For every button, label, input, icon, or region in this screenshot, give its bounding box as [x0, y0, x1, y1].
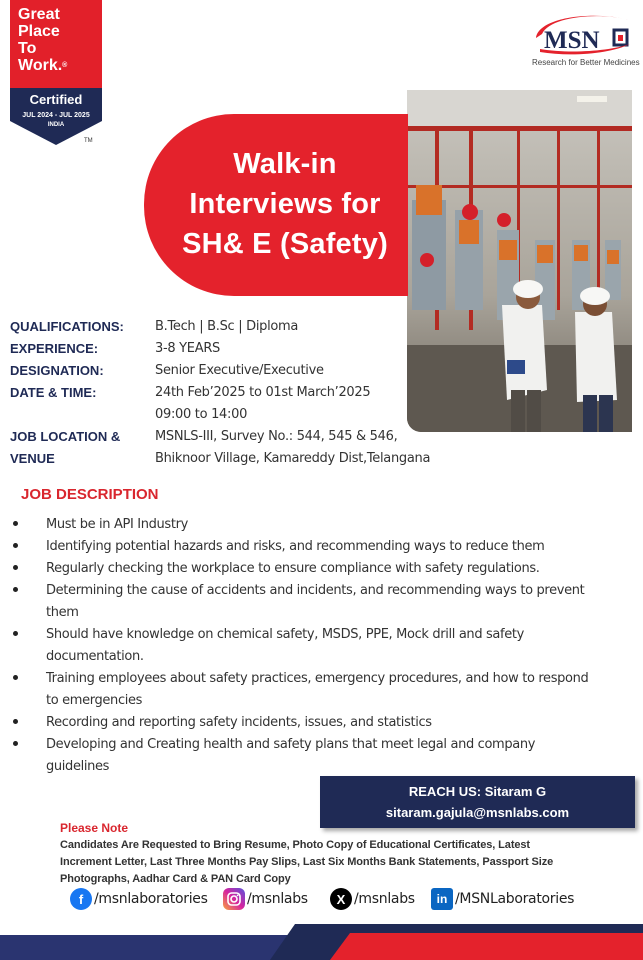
linkedin-icon: in	[431, 888, 453, 910]
linkedin-link[interactable]	[431, 888, 574, 910]
location-value-line-1: MSNLS-III, Survey No.: 544, 545 & 546,	[155, 429, 398, 444]
venue-label: VENUE	[10, 451, 55, 466]
badge-line-great: Great	[18, 6, 60, 23]
facebook-icon: f	[70, 888, 92, 910]
bullet-icon	[13, 543, 18, 548]
list-item: Regularly checking the workplace to ensure compliance with safety regulations.	[46, 561, 540, 576]
note-line-3: Photographs, Aadhar Card & PAN Card Copy	[60, 873, 291, 885]
list-item: Recording and reporting safety incidents, issues, and statistics	[46, 715, 432, 730]
badge-period: JUL 2024 - JUL 2025	[22, 112, 90, 119]
bottom-stripes	[0, 921, 643, 960]
qualifications-value: B.Tech | B.Sc | Diploma	[155, 319, 299, 334]
badge-trademark: TM	[84, 138, 93, 144]
facebook-handle: /msnlaboratories	[94, 891, 208, 907]
time-value: 09:00 to 14:00	[155, 407, 248, 422]
badge-title: Great Place To Work.®	[18, 6, 68, 74]
bullet-icon	[13, 521, 18, 526]
msn-tagline: Research for Better Medicines	[532, 58, 640, 67]
bullet-icon	[13, 675, 18, 680]
list-item: Should have knowledge on chemical safety, MSDS, PPE, Mock drill and safety documentation.	[46, 627, 525, 664]
reach-us-box	[320, 776, 635, 828]
designation-value: Senior Executive/Executive	[155, 363, 324, 378]
headline-line-2: Interviews for	[189, 188, 381, 220]
list-item: Identifying potential hazards and risks, and recommending ways to reduce them	[46, 539, 545, 554]
date-value: 24th Feb’2025 to 01st March’2025	[155, 385, 371, 400]
headline-line-3: SH& E (Safety)	[182, 228, 388, 260]
location-value-line-2: Bhiknoor Village, Kamareddy Dist,Telangana	[155, 451, 431, 466]
facebook-link[interactable]	[70, 888, 208, 910]
instagram-icon	[223, 888, 245, 910]
list-item: Must be in API Industry	[46, 517, 188, 532]
headline-banner	[144, 114, 408, 296]
list-item: Determining the cause of accidents and incidents, and recommending ways to prevent them	[46, 583, 585, 620]
bullet-icon	[13, 587, 18, 592]
badge-line-place: Place	[18, 23, 60, 40]
date-time-label: DATE & TIME:	[10, 385, 97, 400]
list-item: Developing and Creating health and safety plans that meet legal and company guidelines	[46, 737, 536, 774]
great-place-to-work-badge	[10, 0, 102, 145]
reach-us-contact: REACH US: Sitaram G	[408, 784, 547, 799]
experience-label: EXPERIENCE:	[10, 341, 99, 356]
x-icon: X	[330, 888, 352, 910]
bullet-icon	[13, 631, 18, 636]
note-line-1: Candidates Are Requested to Bring Resume, Photo Copy of Educational Certificates, Latest	[60, 839, 530, 851]
designation-label: DESIGNATION:	[10, 363, 104, 378]
headline-line-1: Walk-in	[233, 148, 337, 180]
msn-logo-text: MSN	[544, 27, 600, 54]
plant-workers-photo	[407, 90, 632, 432]
location-label: JOB LOCATION &	[10, 429, 121, 444]
job-description-title: JOB DESCRIPTION	[21, 486, 159, 503]
instagram-link[interactable]	[223, 888, 308, 910]
badge-certified: Certified	[29, 92, 83, 107]
reach-us-email[interactable]: sitaram.gajula@msnlabs.com	[385, 805, 570, 820]
badge-line-work: Work.	[18, 57, 63, 74]
x-link[interactable]	[330, 888, 415, 910]
bullet-icon	[13, 719, 18, 724]
bullet-icon	[13, 741, 18, 746]
msn-logo	[530, 8, 640, 70]
msn-logo-mark-icon	[530, 8, 635, 58]
note-title: Please Note	[60, 821, 129, 835]
experience-value: 3-8 YEARS	[155, 341, 220, 356]
linkedin-handle: /MSNLaboratories	[455, 891, 575, 907]
badge-country: INDIA	[47, 122, 65, 128]
x-handle: /msnlabs	[354, 891, 415, 907]
note-body	[60, 837, 620, 888]
list-item: Training employees about safety practices, emergency procedures, and how to respond to emergencies	[46, 671, 589, 708]
qualifications-label: QUALIFICATIONS:	[10, 319, 124, 334]
instagram-handle: /msnlabs	[247, 891, 308, 907]
note-line-2: Increment Letter, Last Three Months Pay Slips, Last Six Months Bank Statements, Passport Size	[60, 856, 554, 868]
badge-line-to: To	[18, 40, 37, 57]
bullet-icon	[13, 565, 18, 570]
